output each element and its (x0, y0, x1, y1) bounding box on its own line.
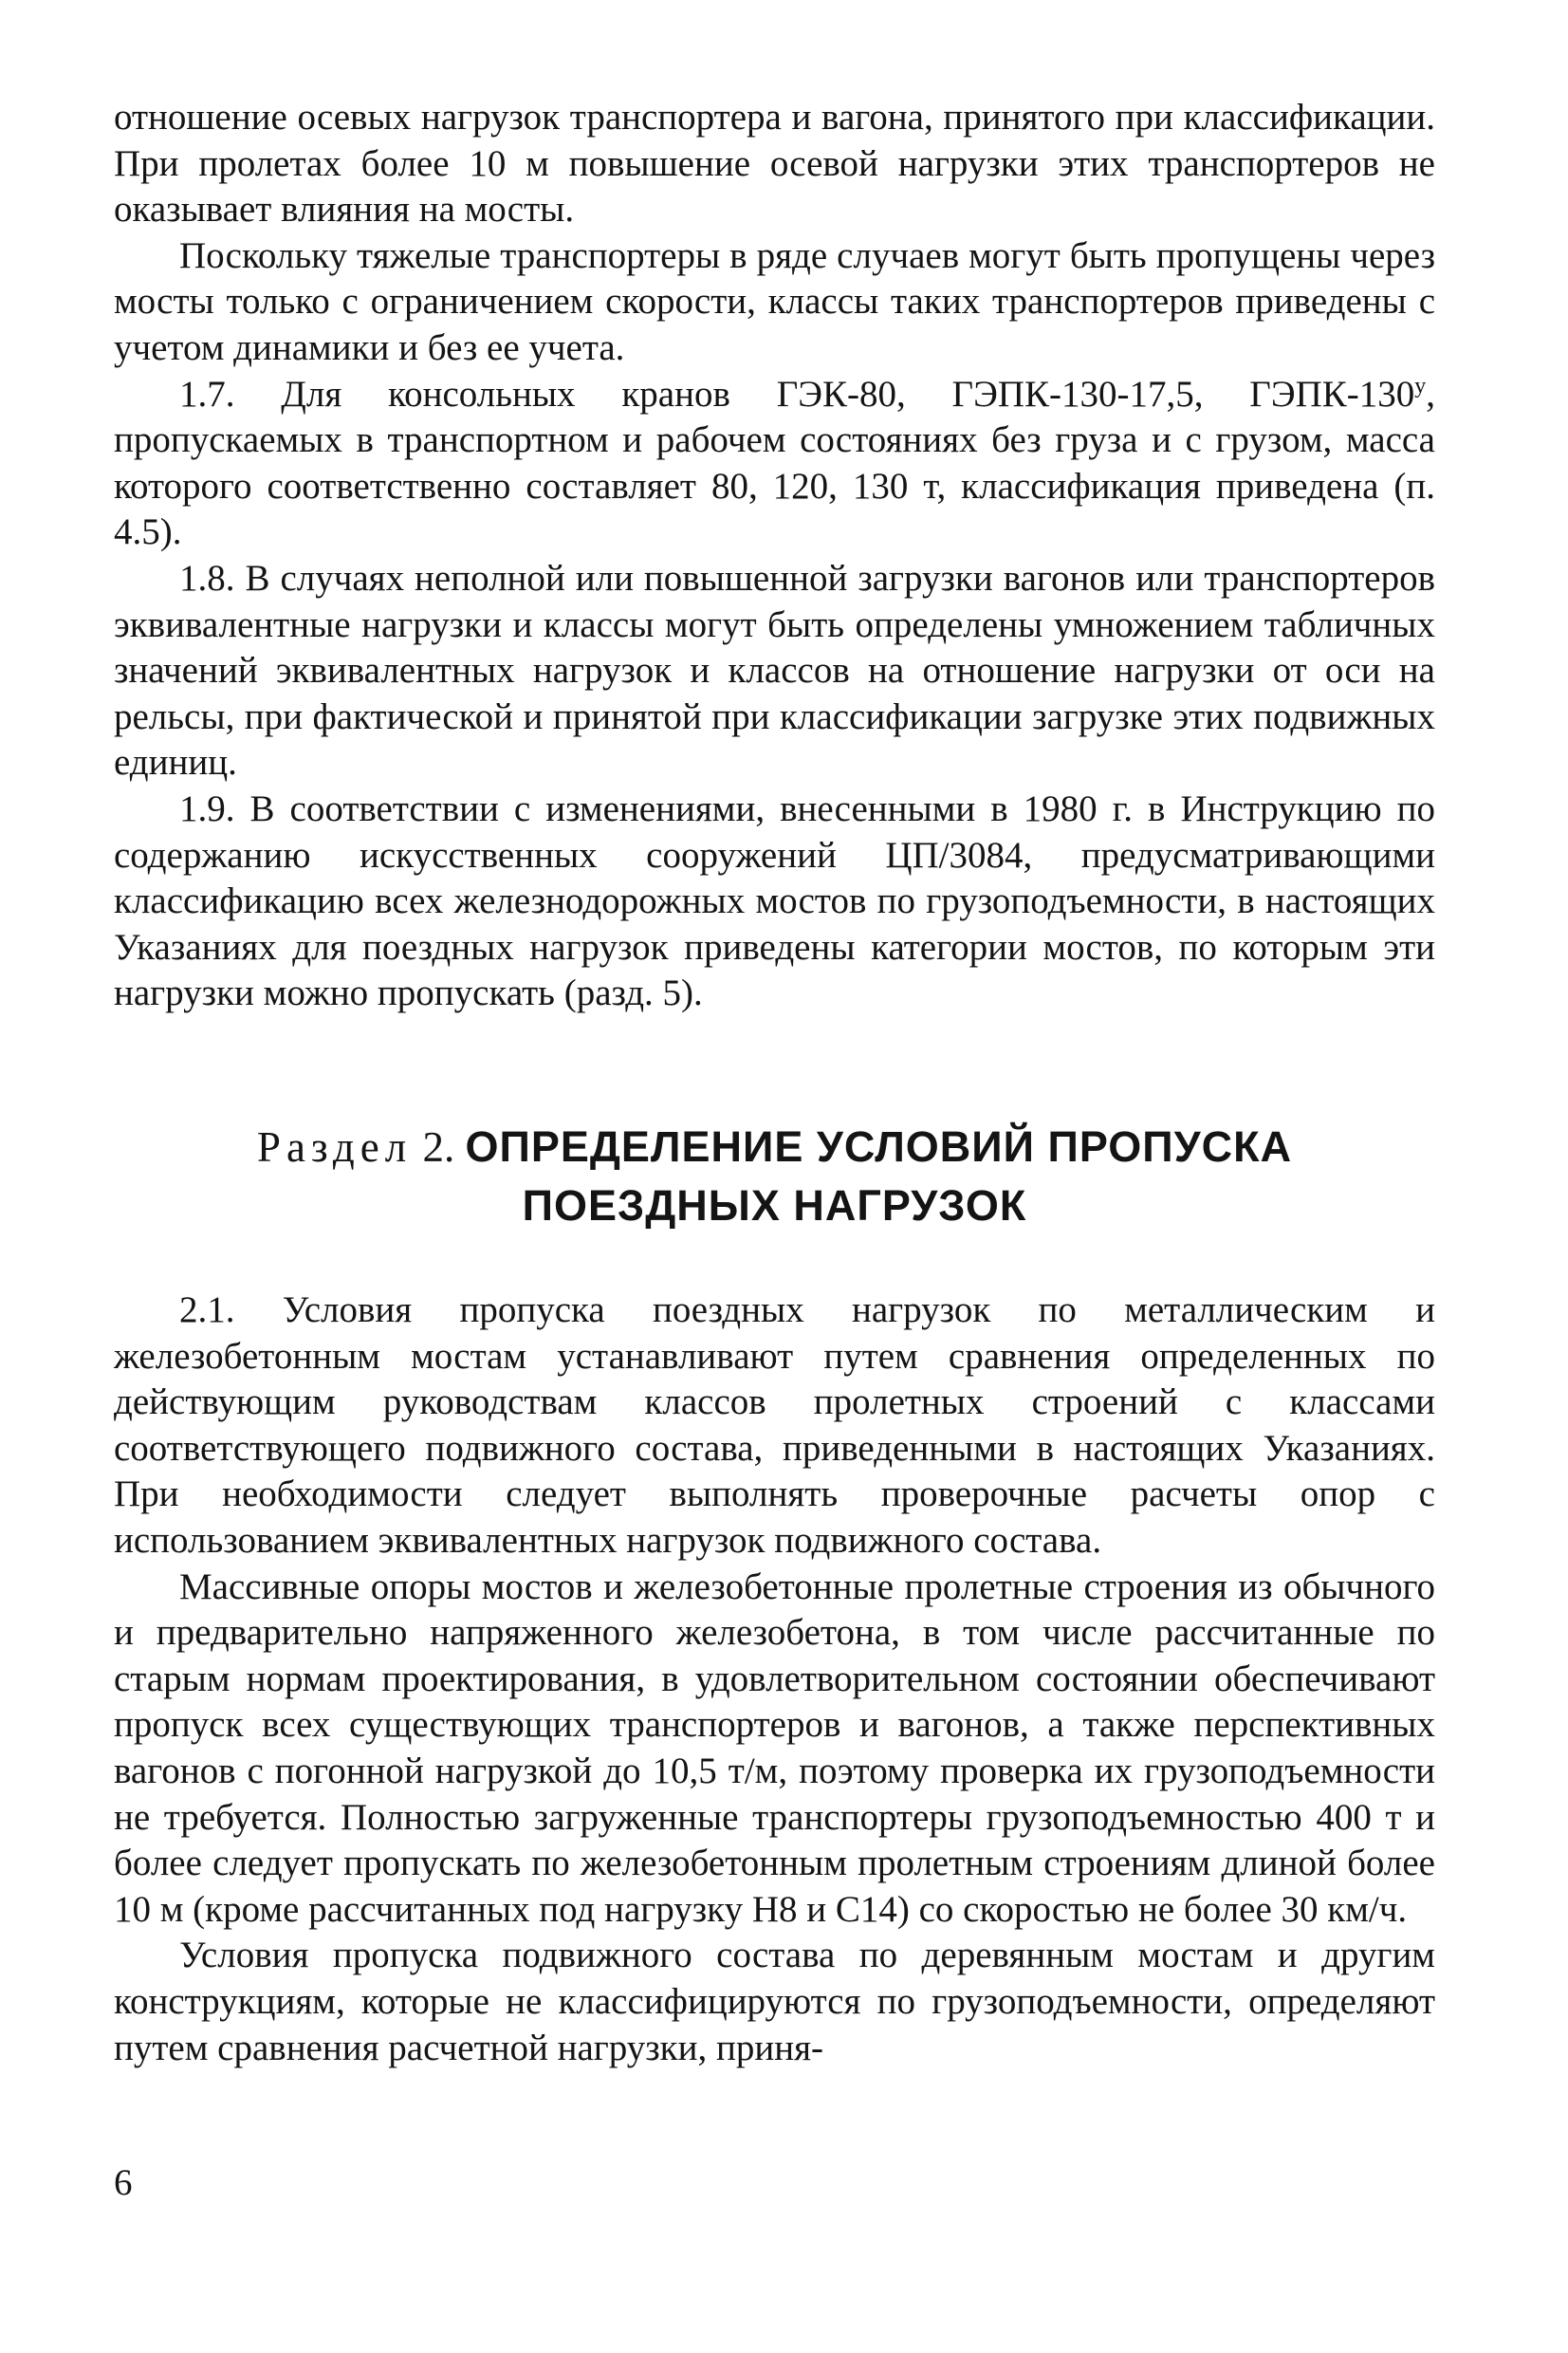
paragraph-1-7 (114, 372, 1435, 556)
paragraph-1-8: 1.8. В случаях неполной или повышенной загрузки вагонов или транспортеров эквивалентные нагрузки и классы могут быть определены умножением табличных значений эквивалентных нагрузок и классов на отношение нагрузки от оси на рельсы, при фактической и принятой при классификации загрузке этих подвижных единиц. (114, 557, 1435, 784)
superscript-u: у (1414, 373, 1427, 398)
paragraph-heavy-transporters: Поскольку тяжелые транспортеры в ряде случаев могут быть пропущены через мосты только с ограничением скорости, классы таких транспортеров приведены с учетом динамики и без ее учета. (114, 234, 1435, 368)
section-title-line-1: ОПРЕДЕЛЕНИЕ УСЛОВИЙ ПРОПУСКА (465, 1122, 1293, 1171)
paragraph-wooden-bridges: Условия пропуска подвижного состава по деревянным мостам и другим конструкциям, которые не классифицируются по грузоподъемности, определяют путем сравнения расчетной нагрузки, приня- (114, 1935, 1435, 2068)
paragraph-1-7-text-end: , пропускаемых в транспортном и рабочем состояниях без груза и с грузом, масса которого соответственно составляет 80, 120, 130 т, классификация приведена (п. 4.5). (114, 373, 1435, 553)
paragraph-2-1: 2.1. Условия пропуска поездных нагрузок по металлическим и железобетонным мостам устанавливают путем сравнения определенных по действующим руководствам классов пролетных строений с классами соответствующего подвижного состава, приведенными в настоящих Указаниях. При необходимости следует выполнять проверочные расчеты опор с использованием эквивалентных нагрузок подвижного состава. (114, 1289, 1435, 1561)
section-heading (114, 1118, 1435, 1235)
section-label: Раздел (256, 1123, 413, 1171)
page-number: 6 (114, 2162, 133, 2203)
section-number: 2. (422, 1123, 455, 1171)
paragraph-1-7-text-start: 1.7. Для консольных кранов ГЭК-80, ГЭПК-130-17,5, ГЭПК-130 (179, 373, 1415, 415)
body-text-bottom (114, 1288, 1435, 2071)
paragraph-massive-supports: Массивные опоры мостов и железобетонные пролетные строения из обычного и предварительно напряженного железобетона, в том числе рассчитанные по старым нормам проектирования, в удовлетворительном состоянии обеспечивают пропуск всех существующих транспортеров и вагонов, а также перспективных вагонов с погонной нагрузкой до 10,5 т/м, поэтому проверка их грузоподъемности не требуется. Полностью загруженные транспортеры грузоподъемностью 400 т и более следует пропускать по железобетонным пролетным строениям длиной более 10 м (кроме рассчитанных под нагрузку Н8 и С14) со скоростью не более 30 км/ч. (114, 1566, 1435, 1930)
paragraph-1-9: 1.9. В соответствии с изменениями, внесенными в 1980 г. в Инструкцию по содержанию искусственных сооружений ЦП/3084, предусматривающими классификацию всех железнодорожных мостов по грузоподъемности, в настоящих Указаниях для поездных нагрузок приведены категории мостов, по которым эти нагрузки можно пропускать (разд. 5). (114, 787, 1435, 1014)
body-text-top (114, 95, 1435, 1017)
paragraph-continuation: отношение осевых нагрузок транспортера и вагона, принятого при классификации. При пролетах более 10 м повышение осевой нагрузки этих транспортеров не оказывает влияния на мосты. (114, 97, 1435, 231)
section-title-line-2: ПОЕЗДНЫХ НАГРУЗОК (522, 1181, 1027, 1230)
